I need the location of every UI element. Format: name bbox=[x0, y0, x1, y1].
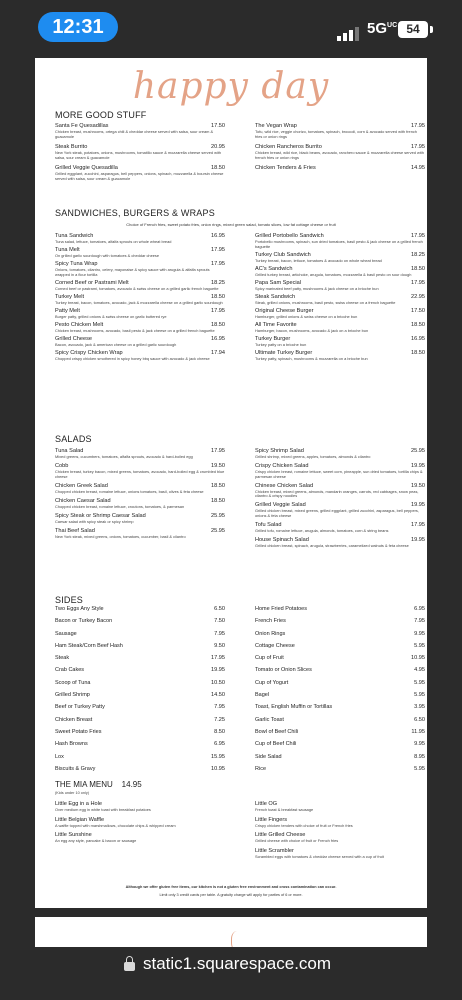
menu-item bbox=[255, 144, 425, 160]
menu-item bbox=[255, 618, 425, 630]
menu-item-description: Grilled chicken breast, mixed greens, grilled eggplant, grilled zucchini, asparagus, bell peppers, onions & feta cheese bbox=[255, 508, 419, 519]
menu-item-price: 10.95 bbox=[411, 655, 425, 662]
menu-item bbox=[255, 741, 425, 753]
mia-menu-heading bbox=[55, 780, 142, 789]
menu-item-description: Chicken breast, turkey bacon, mixed greens, tomatoes, avocado, hard-boiled egg & crumbled blue cheese bbox=[55, 469, 225, 479]
menu-item-price: 19.50 bbox=[211, 463, 225, 470]
menu-item bbox=[255, 502, 425, 518]
menu-item-name: Bagel bbox=[255, 692, 270, 699]
menu-item-description: Hamburger, bacon, mushrooms, avocado & jack on a brioche bun bbox=[255, 328, 369, 334]
menu-item bbox=[55, 717, 225, 729]
menu-item-name: Sweet Potato Fries bbox=[55, 728, 102, 735]
menu-item bbox=[255, 448, 425, 460]
menu-item bbox=[255, 350, 425, 362]
menu-item bbox=[55, 308, 225, 320]
menu-item-price: 8.95 bbox=[414, 753, 425, 760]
menu-item bbox=[255, 280, 425, 292]
menu-item-name: Grilled Veggie Quesadilla bbox=[55, 165, 118, 172]
menu-item-description: Chopped chicken breast, romaine lettuce, onions tomatoes, basil, olives & feta cheese bbox=[55, 488, 204, 494]
mia-menu-price: 14.95 bbox=[121, 780, 142, 789]
url-text[interactable]: static1.squarespace.com bbox=[143, 954, 332, 973]
menu-item-price: 8.50 bbox=[214, 728, 225, 735]
menu-item-name: Toast, English Muffin or Tortillas bbox=[255, 704, 333, 711]
sandwiches-note: Choice of French fries, sweet potato fries, onion rings, mixed green salad, tomato slices, low fat cottage cheese or fruit bbox=[126, 222, 336, 227]
menu-item-description: Over medium egg in white toast with breakfast potatoes bbox=[55, 807, 151, 812]
menu-item bbox=[255, 537, 425, 549]
menu-item-description: Steak, grilled onions, mushrooms, basil pesto, swiss cheese on a french baguette bbox=[255, 299, 396, 305]
menu-item-name: Hash Browns bbox=[55, 741, 88, 748]
menu-item-name: Steak Sandwich bbox=[255, 293, 296, 300]
mia-right bbox=[255, 801, 425, 863]
menu-item-name: Spicy Crispy Chicken Wrap bbox=[55, 350, 123, 357]
menu-item bbox=[55, 483, 225, 495]
menu-item-description: On grilled garlic sourdough with tomatoes & cheddar cheese bbox=[55, 253, 160, 259]
section-heading-salads: SALADS bbox=[55, 434, 92, 444]
menu-item-description: An egg any style, pancake & bacon or sausage bbox=[55, 838, 137, 844]
menu-item bbox=[55, 704, 225, 716]
menu-item-price: 17.50 bbox=[211, 123, 225, 129]
menu-item bbox=[255, 322, 425, 334]
menu-item-price: 17.95 bbox=[411, 522, 425, 529]
menu-item-name: Patty Melt bbox=[55, 308, 80, 315]
menu-item bbox=[55, 832, 225, 844]
menu-item-price: 18.25 bbox=[211, 279, 225, 286]
menu-item-name: All Time Favorite bbox=[255, 322, 297, 329]
menu-item-name: AC's Sandwich bbox=[255, 265, 293, 272]
menu-item bbox=[55, 680, 225, 692]
menu-item-description: Turkey breast, bacon, lettuce, tomatoes & avocado on whole wheat bread bbox=[255, 257, 382, 263]
menu-item-price: 10.95 bbox=[211, 765, 225, 772]
menu-item-price: 5.95 bbox=[414, 692, 425, 699]
menu-item-name: Thai Beef Salad bbox=[55, 528, 95, 535]
menu-item bbox=[55, 741, 225, 753]
mia-menu-subtitle: (Kids under 10 only) bbox=[55, 791, 89, 795]
menu-item bbox=[55, 294, 225, 306]
menu-item bbox=[55, 606, 225, 618]
menu-item-name: Spicy Tuna Wrap bbox=[55, 261, 98, 268]
menu-item-name: Corned Beef or Pastrami Melt bbox=[55, 279, 129, 286]
menu-item bbox=[255, 252, 425, 264]
footer-gluten-note: Although we offer gluten free items, our kitchen is not a gluten free environment and cross contamination can occur. bbox=[125, 885, 337, 889]
menu-item-price: 25.95 bbox=[411, 448, 425, 454]
menu-item-name: Turkey Burger bbox=[255, 336, 291, 343]
menu-item-name: Crab Cakes bbox=[55, 667, 85, 674]
menu-item bbox=[55, 513, 225, 525]
menu-item-description: Chicken breast, wild rice, black beans, avocado, ranchero sauce & mozzarella cheese served with french fries or onion rings bbox=[255, 150, 424, 160]
menu-item-price: 7.25 bbox=[214, 716, 225, 723]
menu-item-name: Crispy Chicken Salad bbox=[255, 463, 309, 470]
menu-item-price: 5.95 bbox=[414, 765, 425, 772]
menu-item bbox=[55, 261, 225, 277]
menu-item-name: Sausage bbox=[55, 630, 77, 637]
menu-item-description: Chicken breast, mushrooms, ortega chili & cheddar cheese served with salsa, sour cream & guacamole bbox=[55, 129, 214, 139]
menu-item-name: Side Salad bbox=[255, 753, 282, 760]
menu-item-description: A waffle topped with marshmallows, chocolate chips & whipped cream bbox=[55, 822, 176, 828]
menu-item-price: 19.50 bbox=[411, 482, 425, 489]
menu-item-price: 18.50 bbox=[411, 350, 425, 357]
menu-item-name: Grilled Shrimp bbox=[55, 692, 90, 699]
menu-item-name: Ham Steak/Corn Beef Hash bbox=[55, 642, 123, 649]
menu-item-name: French Fries bbox=[255, 618, 286, 625]
section-heading-more-good-stuff: MORE GOOD STUFF bbox=[55, 110, 147, 120]
menu-item-price: 16.95 bbox=[211, 336, 225, 343]
menu-item-name: Cobb bbox=[55, 463, 69, 470]
menu-item-description: Grilled turkey breast, artichoke, arugula, tomatoes, mozzarella & basil pesto on sour dough bbox=[255, 271, 412, 277]
menu-item-description: Tofu, wild rice, veggie chorizo, tomatoes, spinach, broccoli, corn & avocado served with french fries or onion rings bbox=[255, 129, 417, 139]
menu-item bbox=[255, 294, 425, 306]
menu-item bbox=[55, 754, 225, 766]
menu-item-price: 5.95 bbox=[414, 679, 425, 686]
menu-item-description: Mixed greens, cucumbers, tomatoes, alfalfa sprouts, avocado & hard-boiled egg bbox=[55, 454, 193, 459]
menu-item-price: 7.95 bbox=[214, 630, 225, 637]
menu-item-price: 9.50 bbox=[214, 642, 225, 649]
network-sup: UC bbox=[387, 22, 398, 29]
menu-item bbox=[55, 123, 225, 139]
menu-item-price: 5.95 bbox=[414, 642, 425, 649]
menu-item bbox=[255, 655, 425, 667]
menu-item-name: Chinese Chicken Salad bbox=[255, 482, 314, 489]
menu-item-name: Ultimate Turkey Burger bbox=[255, 350, 313, 357]
menu-item bbox=[255, 123, 425, 139]
menu-item bbox=[55, 729, 225, 741]
menu-item-price: 25.95 bbox=[211, 512, 225, 519]
menu-item-price: 3.95 bbox=[414, 704, 425, 711]
status-bar bbox=[0, 0, 462, 55]
lock-icon bbox=[124, 962, 135, 971]
menu-item-name: Tofu Salad bbox=[255, 522, 282, 529]
browser-url-bar[interactable] bbox=[0, 948, 462, 1000]
menu-item-name: Chicken Breast bbox=[55, 716, 93, 723]
menu-item bbox=[255, 766, 425, 778]
menu-item-price: 4.95 bbox=[414, 667, 425, 674]
menu-item-name: Cup of Fruit bbox=[255, 655, 284, 662]
menu-item bbox=[55, 280, 225, 292]
menu-item-name: Tomato or Onion Slices bbox=[255, 667, 312, 674]
menu-item bbox=[255, 704, 425, 716]
menu-item-price: 6.50 bbox=[414, 716, 425, 723]
menu-item-name: Little Scrambler bbox=[255, 847, 294, 854]
salads-left bbox=[55, 448, 225, 543]
menu-item-price: 17.95 bbox=[411, 233, 425, 239]
battery-icon: 54 bbox=[398, 21, 428, 38]
menu-title: happy day bbox=[132, 66, 330, 107]
menu-item bbox=[55, 667, 225, 679]
menu-item bbox=[55, 350, 225, 362]
sandwiches-right bbox=[255, 233, 425, 364]
menu-item-name: Bacon or Turkey Bacon bbox=[55, 618, 113, 625]
menu-item bbox=[255, 483, 425, 499]
menu-item-price: 17.50 bbox=[411, 308, 425, 315]
menu-item bbox=[55, 322, 225, 334]
menu-item-description: Grilled cheese with choice of fruit or French fries bbox=[255, 838, 339, 844]
menu-item bbox=[55, 631, 225, 643]
menu-item-name: The Vegan Wrap bbox=[255, 123, 297, 129]
menu-item-price: 6.95 bbox=[414, 606, 425, 612]
mia-left bbox=[55, 801, 225, 848]
menu-item-price: 18.50 bbox=[411, 322, 425, 329]
menu-item-description: Spicy marinated beef patty, mushrooms & jack cheese on a brioche bun bbox=[255, 285, 379, 291]
menu-item-name: Papa Sam Special bbox=[255, 279, 302, 286]
menu-item-price: 18.50 bbox=[411, 265, 425, 272]
salads-right bbox=[255, 448, 425, 552]
menu-item-name: Grilled Veggie Salad bbox=[255, 502, 306, 509]
battery-tip bbox=[430, 26, 433, 33]
menu-item-price: 10.50 bbox=[211, 679, 225, 686]
menu-item bbox=[55, 817, 225, 829]
menu-item-description: Hamburger, grilled onions & swiss cheese on a brioche bun bbox=[255, 314, 358, 320]
menu-item-name: Steak Burrito bbox=[55, 144, 88, 151]
menu-item-name: House Spinach Salad bbox=[255, 537, 309, 544]
menu-item bbox=[55, 448, 225, 460]
menu-item-price: 17.94 bbox=[211, 350, 225, 357]
menu-item-price: 17.95 bbox=[411, 144, 425, 151]
menu-item-name: Little Fingers bbox=[255, 816, 288, 823]
menu-item bbox=[255, 832, 425, 844]
section-heading-sides: SIDES bbox=[55, 595, 84, 605]
menu-item bbox=[255, 801, 425, 813]
menu-item-price: 9.95 bbox=[414, 630, 425, 637]
menu-item-price: 19.95 bbox=[211, 667, 225, 674]
menu-item-price: 16.95 bbox=[211, 233, 225, 239]
menu-item-description: Corned beef or pastrami, tomatoes, avocado & swiss cheese on a grilled garlic french baguette bbox=[55, 285, 219, 291]
menu-item-description: French toast & breakfast sausage bbox=[255, 807, 314, 812]
menu-item bbox=[255, 848, 425, 860]
menu-item-name: Lox bbox=[55, 753, 64, 760]
menu-item bbox=[55, 692, 225, 704]
sides-right bbox=[255, 606, 425, 778]
menu-item-price: 15.95 bbox=[211, 753, 225, 760]
menu-item-description: Crispy chicken tenders with choice of fruit or French fries bbox=[255, 822, 353, 828]
menu-item-price: 11.95 bbox=[411, 728, 425, 735]
sides-left bbox=[55, 606, 225, 778]
menu-item-price: 17.95 bbox=[211, 261, 225, 268]
menu-item bbox=[55, 233, 225, 245]
menu-item-price: 19.95 bbox=[411, 537, 425, 544]
menu-item-description: Chopped chicken breast, romaine lettuce, croutons, tomatoes, & parmesan bbox=[55, 503, 185, 509]
menu-item-name: Little Grilled Cheese bbox=[255, 832, 306, 839]
menu-item-description: Crispy chicken breast, romaine lettuce, sweet corn, pineapple, sun dried tomatoes, tortilla chips & parmesan cheese bbox=[255, 469, 423, 479]
menu-item-description: Bacon, avocado, jack & american cheese on a grilled garlic sourdough bbox=[55, 342, 177, 348]
menu-item-name: Grilled Portobello Sandwich bbox=[255, 233, 324, 239]
menu-item-name: Biscuits & Gravy bbox=[55, 765, 96, 772]
footer-card-note: Limit only 3 credit cards per table. A gratuity charge will apply for parties of 6 or more. bbox=[159, 893, 303, 897]
menu-item bbox=[55, 766, 225, 778]
menu-item-name: Spicy Shrimp Salad bbox=[255, 448, 304, 454]
menu-item-name: Rice bbox=[255, 765, 267, 772]
menu-item-name: Tuna Sandwich bbox=[55, 233, 94, 239]
menu-item-description: Portobello mushrooms, spinach, sun dried tomatoes, basil pesto & jack cheese on a grilled french baguette bbox=[255, 239, 423, 249]
menu-item-price: 18.50 bbox=[211, 322, 225, 329]
menu-item bbox=[255, 754, 425, 766]
network-indicator bbox=[367, 20, 397, 37]
menu-item-name: Grilled Cheese bbox=[55, 336, 92, 343]
menu-item-name: Santa Fe Quesadillas bbox=[55, 123, 109, 129]
menu-item bbox=[255, 606, 425, 618]
menu-item-name: Pesto Chicken Melt bbox=[55, 322, 104, 329]
menu-item bbox=[255, 522, 425, 534]
menu-item bbox=[255, 336, 425, 348]
menu-item-name: Chicken Tenders & Fries bbox=[255, 165, 316, 172]
menu-item-price: 20.95 bbox=[211, 144, 225, 151]
menu-item-name: Cottage Cheese bbox=[255, 642, 295, 649]
menu-item bbox=[255, 631, 425, 643]
menu-item-price: 18.50 bbox=[211, 497, 225, 504]
menu-item-description: Turkey patty on a brioche bun bbox=[255, 342, 307, 348]
menu-item-description: New York steak, mixed greens, onions, tomatoes, cucumber, basil & cilantro bbox=[55, 534, 186, 540]
sandwiches-left bbox=[55, 233, 225, 364]
menu-item bbox=[255, 463, 425, 479]
menu-item bbox=[255, 233, 425, 249]
menu-item-price: 18.50 bbox=[211, 165, 225, 172]
more-good-stuff-right bbox=[255, 123, 425, 176]
signal-icon bbox=[337, 23, 361, 41]
menu-item-price: 7.95 bbox=[214, 704, 225, 711]
menu-item bbox=[55, 528, 225, 540]
menu-item-description: Chicken breast, mixed greens, almonds, mandarin oranges, carrots, red cabbages, snow peas, cilantro & crispy noodles bbox=[255, 488, 419, 499]
menu-item-description: Chopped crispy chicken smothered in spicy honey bbq sauce with avocado & jack cheese bbox=[55, 356, 210, 362]
title-swash-decoration bbox=[231, 931, 246, 947]
menu-item-price: 6.95 bbox=[214, 741, 225, 748]
menu-item-description: Chicken breast, mushrooms, avocado, basil pesto & jack cheese on a grilled french baguette bbox=[55, 328, 215, 334]
menu-item-name: Tuna Melt bbox=[55, 247, 80, 254]
next-menu-page bbox=[35, 917, 427, 947]
menu-item bbox=[55, 144, 225, 160]
menu-item-price: 16.95 bbox=[411, 336, 425, 343]
menu-item-name: Cup of Yogurt bbox=[255, 679, 289, 686]
menu-item-description: Grilled eggplant, zucchini, asparagus, bell peppers, onions, spinach, mozzarella & boursin cheese served with salsa, sour cream & guacamole bbox=[55, 171, 224, 181]
menu-item-name: Steak bbox=[55, 655, 70, 662]
menu-item-price: 19.95 bbox=[411, 463, 425, 470]
menu-item-description: Turkey breast, bacon, tomatoes, avocado, jack & mozzarella cheese on a grilled garlic sourdough bbox=[55, 299, 223, 305]
menu-item-name: Turkey Melt bbox=[55, 293, 85, 300]
menu-item bbox=[255, 680, 425, 692]
menu-item bbox=[255, 165, 425, 171]
menu-item-price: 19.95 bbox=[411, 502, 425, 509]
menu-item-name: Chicken Caesar Salad bbox=[55, 497, 111, 504]
menu-item-name: Spicy Steak or Shrimp Caesar Salad bbox=[55, 512, 146, 519]
menu-item-price: 22.95 bbox=[411, 293, 425, 300]
menu-item-description: Tuna salad, lettuce, tomatoes, alfalfa sprouts on whole wheat bread bbox=[55, 239, 172, 244]
menu-item-name: Bowl of Beef Chili bbox=[255, 728, 299, 735]
menu-item bbox=[255, 717, 425, 729]
menu-item-name: Chicken Greek Salad bbox=[55, 482, 108, 489]
menu-item-price: 17.95 bbox=[211, 247, 225, 254]
menu-item-description: Grilled chicken breast, spinach, arugula, strawberries, caramelized walnuts & feta cheese bbox=[255, 543, 409, 549]
menu-item bbox=[255, 667, 425, 679]
menu-item-description: Burger patty, grilled onions & swiss cheese on garlic buttered rye bbox=[55, 314, 167, 320]
menu-item-name: Original Cheese Burger bbox=[255, 308, 314, 315]
menu-item-description: Caesar salad with spicy steak or spicy shrimp bbox=[55, 518, 134, 524]
menu-item-description: Scrambled eggs with tomatoes & cheddar cheese served with a cup of fruit bbox=[255, 853, 384, 859]
mia-menu-title: THE MIA MENU bbox=[55, 780, 113, 789]
menu-item bbox=[55, 618, 225, 630]
menu-item-price: 7.50 bbox=[214, 618, 225, 625]
menu-item-price: 17.95 bbox=[211, 308, 225, 315]
menu-item-description: Grilled shrimp, mixed greens, apples, tomatoes, almonds & cilantro bbox=[255, 454, 371, 459]
menu-item bbox=[255, 729, 425, 741]
more-good-stuff-left bbox=[55, 123, 225, 187]
menu-item-name: Onion Rings bbox=[255, 630, 286, 637]
menu-item-name: Two Eggs Any Style bbox=[55, 606, 104, 612]
menu-item-description: New York steak, potatoes, onions, mushrooms, tomatillo sauce & mozzarella cheese served with salsa, sour cream & guacamole bbox=[55, 150, 222, 160]
section-heading-sandwiches: SANDWICHES, BURGERS & WRAPS bbox=[55, 208, 215, 218]
menu-item bbox=[255, 692, 425, 704]
menu-item-description: Grilled tofu, romaine lettuce, arugula, almonds, tomatoes, corn & string beans bbox=[255, 528, 389, 534]
menu-item bbox=[55, 655, 225, 667]
menu-item-price: 6.50 bbox=[214, 606, 225, 612]
menu-item-name: Scoop of Tuna bbox=[55, 679, 91, 686]
menu-item-price: 17.95 bbox=[211, 448, 225, 454]
menu-item bbox=[55, 801, 225, 813]
menu-page bbox=[35, 58, 427, 908]
menu-item-price: 18.50 bbox=[211, 293, 225, 300]
menu-item-name: Little Egg in a Hole bbox=[55, 801, 102, 807]
menu-item-price: 25.95 bbox=[211, 528, 225, 535]
menu-item-price: 14.95 bbox=[411, 165, 425, 172]
menu-item bbox=[55, 336, 225, 348]
menu-item-description: Turkey patty, spinach, mushrooms & mozzarella on a brioche bun bbox=[255, 356, 368, 362]
menu-item-price: 9.95 bbox=[414, 741, 425, 748]
menu-item-name: Turkey Club Sandwich bbox=[255, 251, 311, 258]
menu-item-price: 17.95 bbox=[411, 279, 425, 286]
status-time[interactable]: 12:31 bbox=[38, 12, 118, 42]
menu-item bbox=[255, 817, 425, 829]
menu-item-name: Cup of Beef Chili bbox=[255, 741, 297, 748]
menu-item-name: Little OG bbox=[255, 801, 278, 807]
menu-item-price: 7.95 bbox=[414, 618, 425, 625]
menu-item bbox=[55, 247, 225, 259]
menu-item bbox=[255, 643, 425, 655]
menu-item-price: 17.95 bbox=[411, 123, 425, 129]
menu-item-price: 18.25 bbox=[411, 251, 425, 258]
network-label: 5G bbox=[367, 20, 388, 37]
menu-item-name: Tuna Salad bbox=[55, 448, 84, 454]
menu-item bbox=[55, 643, 225, 655]
menu-item-description: Onions, tomatoes, cilantro, celery, mayonaise & spicy sauce with arugula & alfalfa sprouts wrapped in a flour tortilla bbox=[55, 267, 210, 277]
menu-item-name: Home Fried Potatoes bbox=[255, 606, 307, 612]
menu-item bbox=[55, 463, 225, 479]
menu-item-name: Chicken Rancheros Burrito bbox=[255, 144, 322, 151]
menu-item bbox=[55, 498, 225, 510]
menu-item bbox=[55, 165, 225, 181]
menu-item bbox=[255, 308, 425, 320]
menu-item-price: 14.50 bbox=[211, 692, 225, 699]
menu-item-price: 17.95 bbox=[211, 655, 225, 662]
menu-item-price: 18.50 bbox=[211, 482, 225, 489]
menu-item-name: Beef or Turkey Patty bbox=[55, 704, 105, 711]
menu-item-name: Little Sunshine bbox=[55, 832, 92, 839]
menu-item bbox=[255, 266, 425, 278]
menu-item-name: Garlic Toast bbox=[255, 716, 284, 723]
menu-item-name: Little Belgian Waffle bbox=[55, 816, 105, 823]
